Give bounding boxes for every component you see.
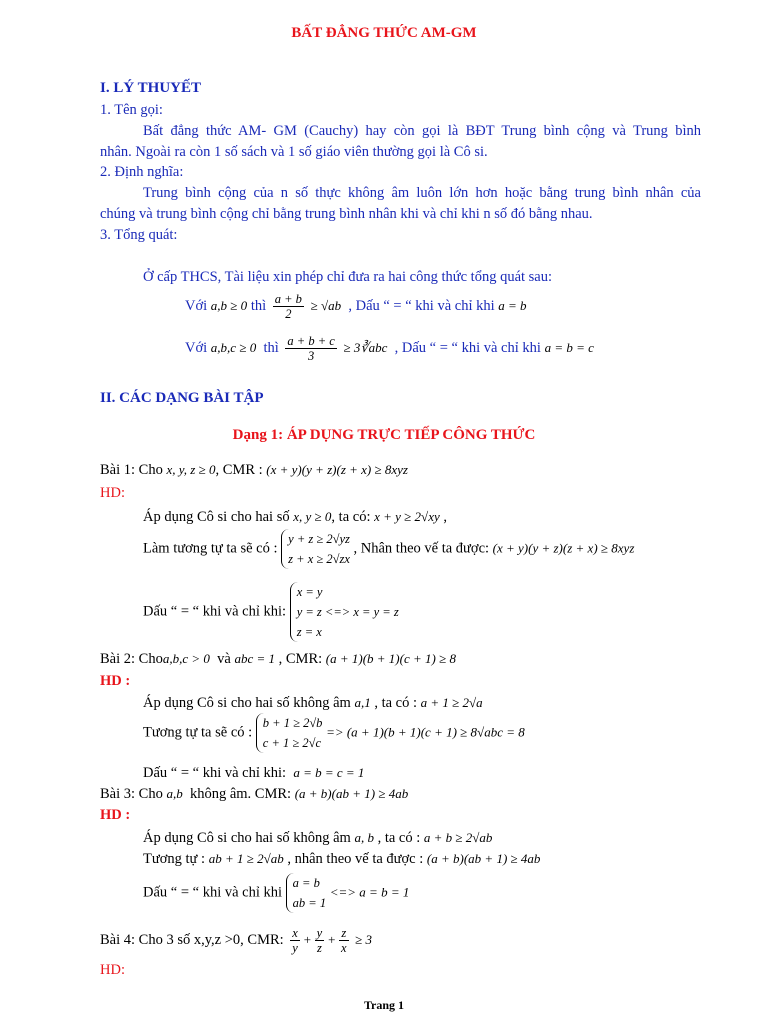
exercise-1-step2: Làm tương tự ta sẽ có : y + z ≥ 2√yz z + x ≥ 2√zx , Nhân theo vế ta được: (x + y)(y + z)(z + x) ≥ 8xyz — [143, 529, 634, 569]
exercise-1-statement: Bài 1: Cho x, y, z ≥ 0, CMR : (x + y)(y + z)(z + x) ≥ 8xyz — [100, 462, 408, 478]
item-name-line2: nhân. Ngoài ra còn 1 số sách và 1 số giáo viên thường gọi là Cô si. — [100, 144, 488, 160]
item-name-label: 1. Tên gọi: — [100, 102, 163, 118]
exercise-2-system: b + 1 ≥ 2√b c + 1 ≥ 2√c — [256, 713, 323, 753]
fraction-y-over-z: $\frac{y}{z}$ — [316, 926, 323, 955]
exercise-2-step2: Tương tự ta sẽ có : b + 1 ≥ 2√b c + 1 ≥ 2√c => (a + 1)(b + 1)(c + 1) ≥ 8√abc = 8 — [143, 713, 525, 753]
formula-two-variables: Với a,b ≥ 0 thì $\frac{a + b}{2}$ ≥ √ab , Dấu “ = “ khi và chỉ khi a = b — [185, 292, 527, 321]
exercise-2-hint-label: HD : — [100, 673, 131, 689]
item-definition-line1: Trung bình cộng của n số thực không âm luôn lớn hơn hoặc bằng trung bình nhân của — [143, 185, 701, 201]
exercise-4-hint-label: HD: — [100, 962, 125, 978]
exercise-1-hint-label: HD: — [100, 485, 125, 501]
item-definition-label: 2. Định nghĩa: — [100, 164, 184, 180]
exercise-2-step1: Áp dụng Cô si cho hai số không âm a,1 , ta có : a + 1 ≥ 2√a — [143, 695, 483, 711]
general-intro: Ở cấp THCS, Tài liệu xin phép chỉ đưa ra hai công thức tổng quát sau: — [143, 269, 553, 285]
fraction-two: $\frac{a + b}{2}$ — [274, 292, 302, 321]
fraction-z-over-x: $\frac{z}{x}$ — [340, 926, 347, 955]
exercise-2-equality: Dấu “ = “ khi và chỉ khi: a = b = c = 1 — [143, 765, 365, 781]
exercise-3-step2: Tương tự : ab + 1 ≥ 2√ab , nhân theo vế ta được : (a + b)(ab + 1) ≥ 4ab — [143, 851, 541, 867]
exercise-3-statement: Bài 3: Cho a,b không âm. CMR: (a + b)(ab + 1) ≥ 4ab — [100, 786, 409, 802]
section-heading-exercises: II. CÁC DẠNG BÀI TẬP — [100, 390, 264, 406]
exercise-3-step1: Áp dụng Cô si cho hai số không âm a, b , ta có : a + b ≥ 2√ab — [143, 830, 493, 846]
exercise-3-equality: Dấu “ = “ khi và chỉ khi a = b ab = 1 <=> a = b = 1 — [143, 873, 409, 913]
fraction-three: $\frac{a + b + c}{3}$ — [287, 334, 335, 363]
exercise-1-equality: Dấu “ = “ khi và chỉ khi: x = y y = z <=> x = y = z z = x — [143, 582, 399, 642]
item-name-line1: Bất đẳng thức AM- GM (Cauchy) hay còn gọi là BĐT Trung bình cộng và Trung bình — [143, 123, 701, 139]
exercise-1-equality-system: x = y y = z <=> x = y = z z = x — [290, 582, 399, 642]
exercise-type-heading: Dạng 1: ÁP DỤNG TRỰC TIẾP CÔNG THỨC — [232, 427, 536, 443]
formula-three-variables: Với a,b,c ≥ 0 thì $\frac{a + b + c}{3}$ ≥ 3∛abc , Dấu “ = “ khi và chỉ khi a = b = c — [185, 334, 594, 363]
item-definition-line2: chúng và trung bình cộng chỉ bằng trung bình nhân khi và chỉ khi n số đó bằng nhau. — [100, 206, 593, 222]
exercise-3-system: a = b ab = 1 — [286, 873, 326, 913]
section-heading-theory: I. LÝ THUYẾT — [100, 80, 202, 96]
exercise-4-statement: Bài 4: Cho 3 số x,y,z >0, CMR: $\frac{x}{y}$ + $\frac{y}{z}$ + $\frac{z}{x}$ ≥ 3 — [100, 926, 373, 955]
exercise-2-statement: Bài 2: Choa,b,c > 0 và abc = 1 , CMR: (a + 1)(b + 1)(c + 1) ≥ 8 — [100, 651, 456, 667]
exercise-3-hint-label: HD : — [100, 807, 131, 823]
document-title: BẤT ĐẲNG THỨC AM-GM — [291, 25, 477, 41]
page-number: Trang 1 — [363, 998, 405, 1012]
exercise-1-step1: Áp dụng Cô si cho hai số x, y ≥ 0, ta có: x + y ≥ 2√xy , — [143, 509, 447, 525]
fraction-x-over-y: $\frac{x}{y}$ — [292, 926, 298, 955]
item-general-label: 3. Tổng quát: — [100, 227, 178, 243]
exercise-1-system: y + z ≥ 2√yz z + x ≥ 2√zx — [281, 529, 350, 569]
